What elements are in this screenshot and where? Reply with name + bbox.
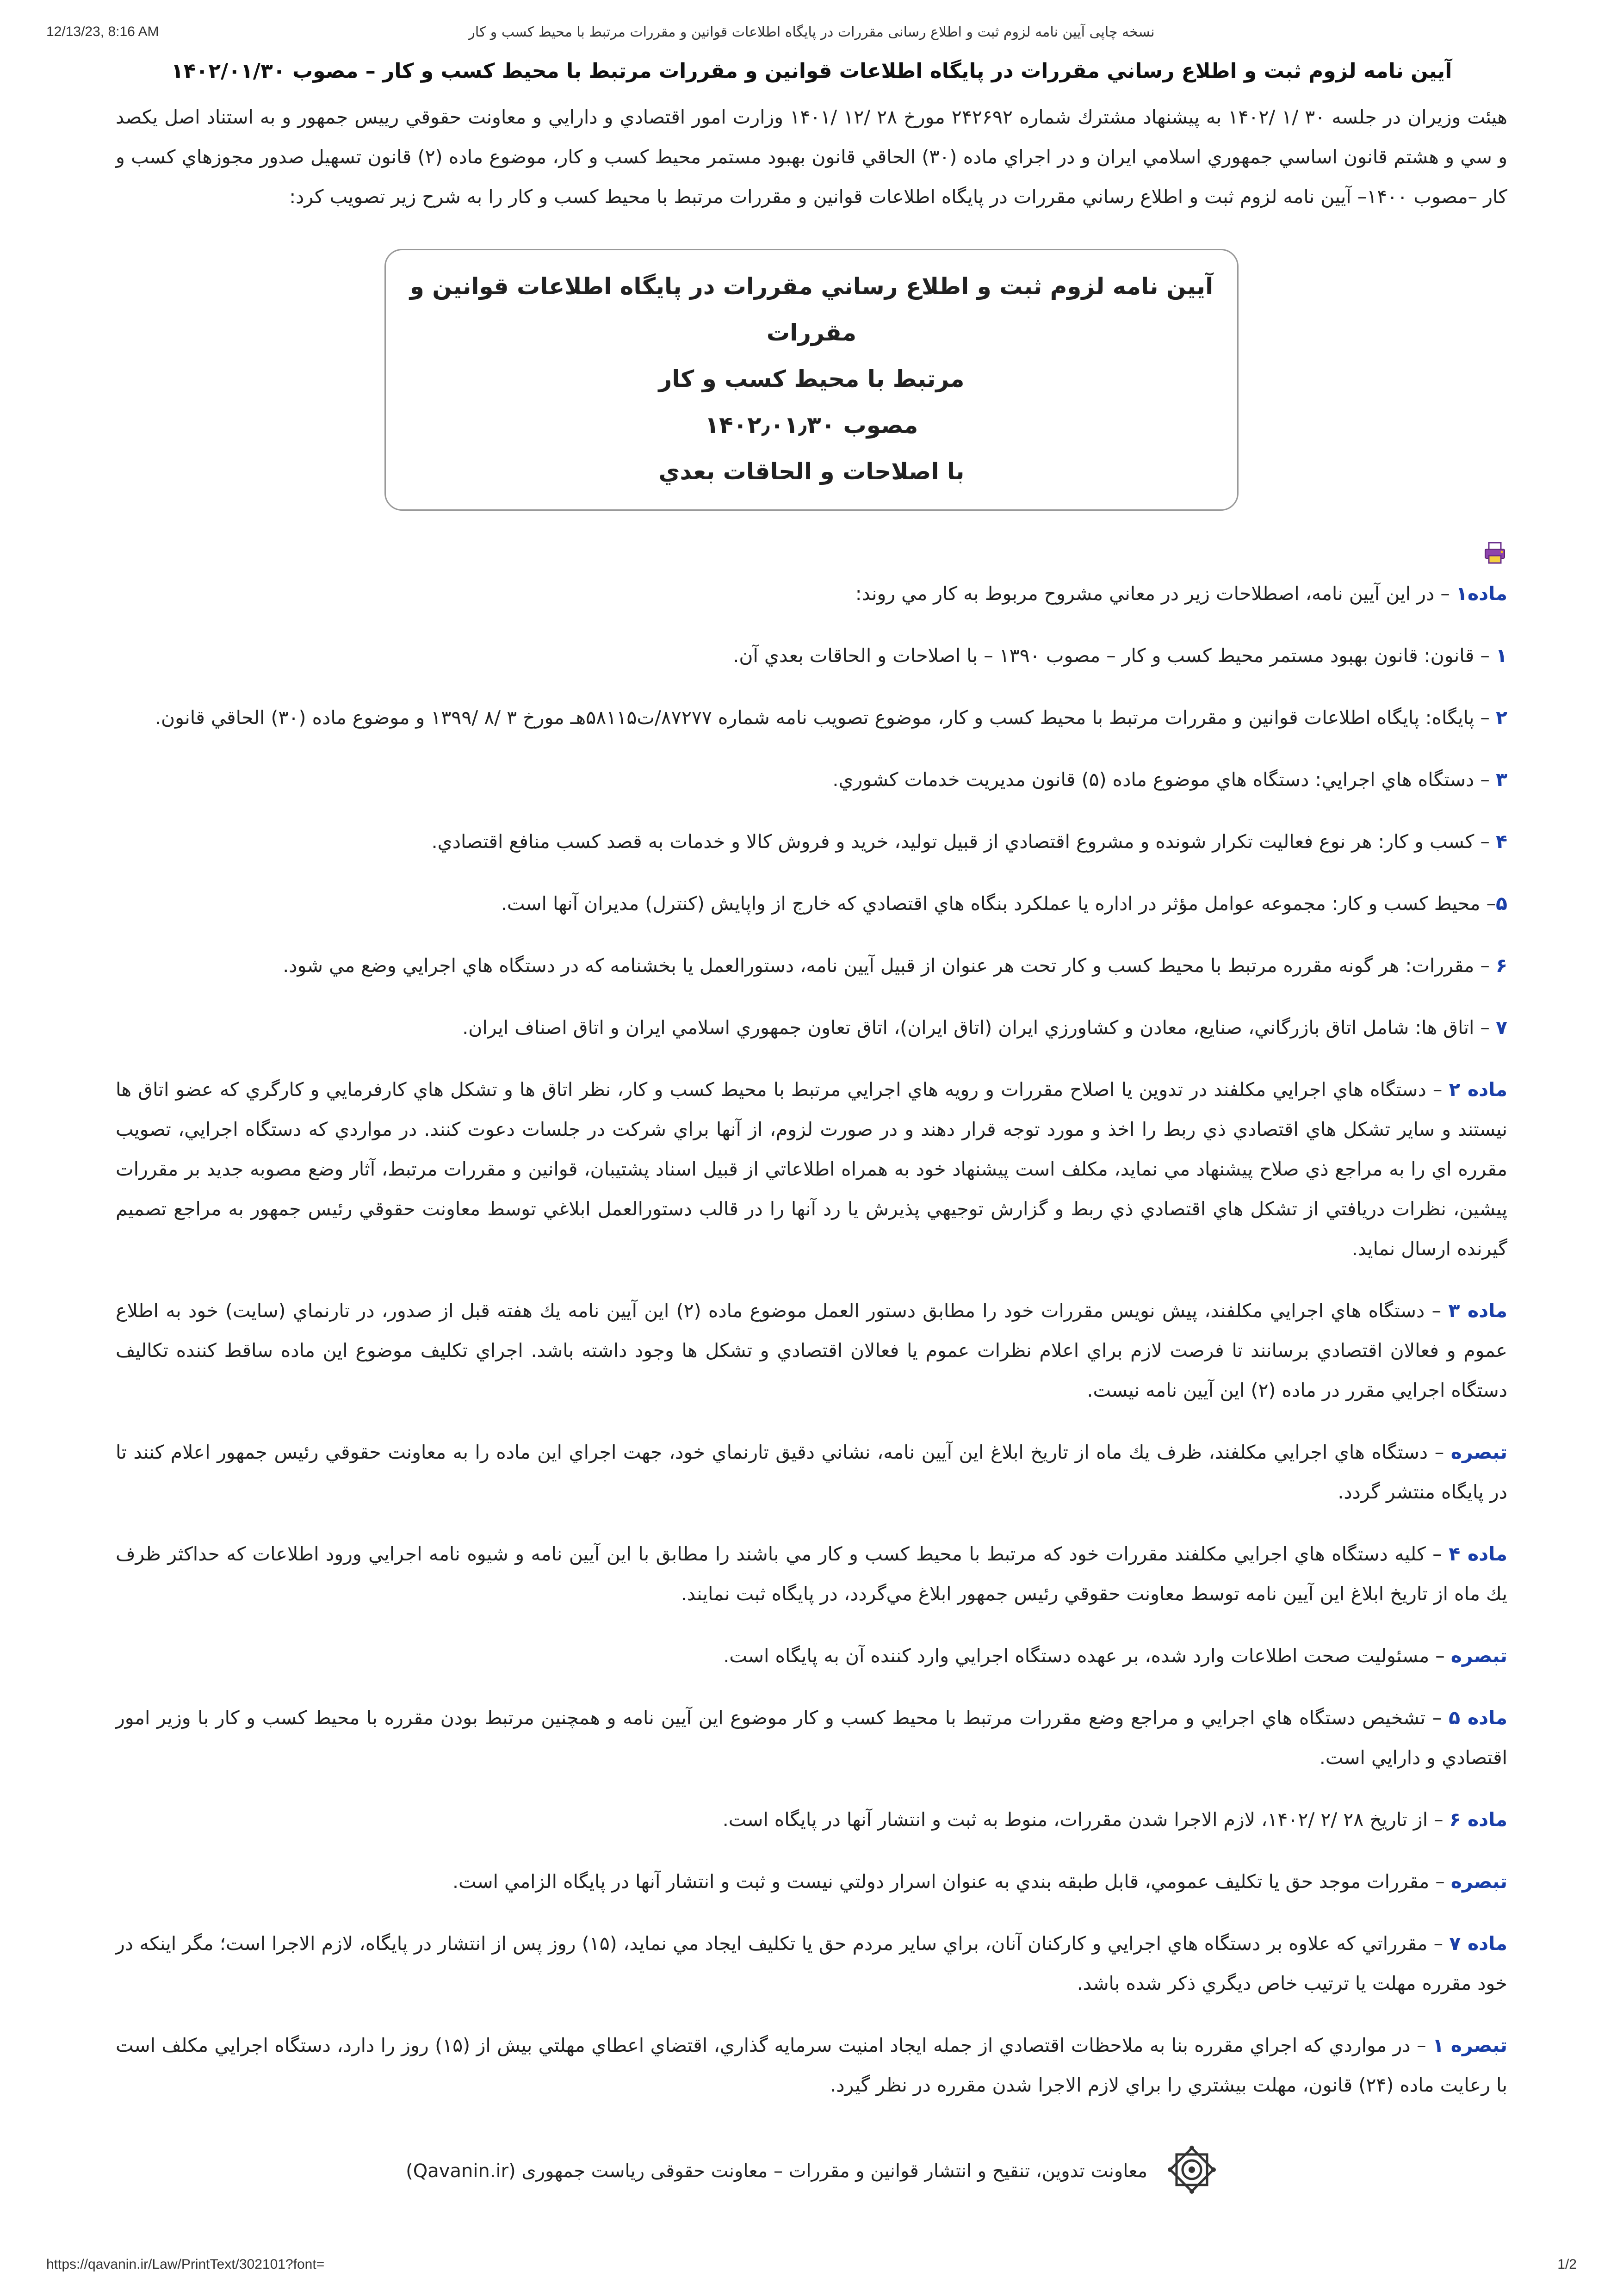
- definition-4-text: – كسب و كار: هر نوع فعاليت تكرار شونده و مشروع اقتصادي از قبيل توليد، خريد و فروش كالا و خدمات به قصد كسب منافع اقتصادي.: [431, 830, 1496, 853]
- article-4-label: ماده ۴: [1449, 1543, 1507, 1565]
- note-1-text: – دستگاه هاي اجرايي مكلفند، ظرف يك ماه از تاريخ ابلاغ اين آيين نامه، نشاني دقيق تارنماي خود، جهت اجراي اين ماده را به معاونت حقوقي رئيس جمهور اعلام كنند تا در پايگاه منتشر گردد.: [116, 1441, 1507, 1503]
- definition-4: [116, 822, 1507, 861]
- article-1: [116, 574, 1507, 613]
- note-1: [116, 1432, 1507, 1512]
- print-page-title: نسخه چاپی آیین نامه لزوم ثبت و اطلاع رسانی مقررات در پایگاه اطلاعات قوانین و مقررات مرتبط با محیط کسب و کار: [468, 24, 1155, 40]
- note-2-label: تبصره: [1450, 1645, 1507, 1667]
- article-4: [116, 1534, 1507, 1614]
- definition-3-text: – دستگاه هاي اجرايي: دستگاه هاي موضوع ماده (۵) قانون مديريت خدمات كشوري.: [832, 768, 1496, 791]
- article-2-label: ماده ۲: [1449, 1078, 1507, 1101]
- page-number: 1/2: [1557, 2257, 1577, 2272]
- article-7: [116, 1924, 1507, 2003]
- definition-1-text: – قانون: قانون بهبود مستمر محيط كسب و كار – مصوب ۱۳۹۰ – با اصلاحات و الحاقات بعدي آن.: [733, 644, 1496, 667]
- definition-5-label: ۵: [1495, 892, 1507, 915]
- definition-7-label: ۷: [1495, 1016, 1507, 1039]
- note-2-text: – مسئوليت صحت اطلاعات وارد شده، بر عهده دستگاه اجرايي وارد كننده آن به پايگاه است.: [723, 1645, 1451, 1667]
- note-4-label: تبصره ۱: [1432, 2034, 1508, 2056]
- article-5-label: ماده ۵: [1449, 1707, 1507, 1729]
- note-2: [116, 1636, 1507, 1676]
- definition-3: [116, 760, 1507, 799]
- note-3-text: – مقررات موجد حق يا تكليف عمومي، قابل طبقه بندي به عنوان اسرار دولتي نيست و ثبت و انتشار آنها در پايگاه الزامي است.: [452, 1870, 1451, 1893]
- definition-4-label: ۴: [1495, 830, 1507, 853]
- article-1-label: ماده۱: [1456, 582, 1507, 605]
- article-6-text: – از تاريخ ۲۸ /۲ /۱۴۰۲، لازم الاجرا شدن مقررات، منوط به ثبت و انتشار آنها در پايگاه است.: [722, 1808, 1450, 1831]
- article-3: [116, 1291, 1507, 1410]
- note-4: [116, 2025, 1507, 2105]
- definition-6: [116, 946, 1507, 985]
- definition-2-text: – پايگاه: پايگاه اطلاعات قوانين و مقررات مرتبط با محيط كسب و كار، موضوع تصويب نامه شماره ۸۷۲۷۷/ت۵۸۱۱۵هـ مورخ ۳ /۸ /۱۳۹۹ و موضوع ماده (۳۰) الحاقي قانون.: [155, 706, 1496, 729]
- definition-2-label: ۲: [1495, 706, 1507, 729]
- title-box-line3: مصوب ۱۴۰۲٫۰۱٫۳۰: [705, 412, 918, 439]
- article-2-text: – دستگاه هاي اجرايي مكلفند در تدوين يا اصلاح مقررات و رويه هاي اجرايي مرتبط با محيط كسب و كار، نظر اتاق ها و تشكل هاي كارفرمايي و كارگري كه عضو اتاق ها نيستند و ساير تشكل هاي اقتصادي ذي ربط را اخذ و مورد توجه قرار دهند و در صورت لزوم، از آنها براي شركت در جلسات دعوت كنند. در مواردي كه دستگاه اجرايي، تصويب مقرره اي را به مراجع ذي صلاح پيشنهاد مي نمايد، مكلف است پيشنهاد خود به همراه اطلاعاتي از قبيل اسناد پشتيبان، قوانين و مقررات مرتبط، آثار وضع مصوبه جديد بر مقررات پيشين، نظرات دريافتي از تشكل هاي اقتصادي ذي ربط و گزارش توجيهي پذيرش يا رد آنها را در قالب دستورالعمل ابلاغي توسط معاونت حقوقي رئيس جمهور به مراجع تصميم گيرنده ارسال نمايد.: [116, 1078, 1507, 1260]
- article-5: [116, 1698, 1507, 1777]
- definition-6-text: – مقررات: هر گونه مقرره مرتبط با محيط كسب و كار تحت هر عنوان از قبيل آيين نامه، دستورالعمل يا بخشنامه كه در دستگاه هاي اجرايي وضع مي شود.: [283, 954, 1496, 977]
- definition-2: [116, 698, 1507, 737]
- definition-1-label: ۱: [1495, 644, 1507, 667]
- article-3-label: ماده ۳: [1448, 1300, 1507, 1322]
- qavanin-logo-icon: [1166, 2144, 1217, 2200]
- article-7-label: ماده ۷: [1449, 1932, 1507, 1955]
- note-1-label: تبصره: [1450, 1441, 1507, 1463]
- title-box-line2: مرتبط با محيط كسب و كار: [658, 365, 965, 392]
- article-2: [116, 1070, 1507, 1269]
- definition-5-text: – محيط كسب و كار: مجموعه عوامل مؤثر در اداره يا عملكرد بنگاه هاي اقتصادي كه خارج از واپايش (كنترل) مديران آنها است.: [501, 892, 1496, 915]
- print-icon[interactable]: [1483, 547, 1507, 569]
- article-4-text: – كليه دستگاه هاي اجرايي مكلفند مقررات خود كه مرتبط با محيط كسب و كار مي باشند را مطابق با اين آيين نامه و شيوه نامه اجرايي ورود اطلاعات كه حداكثر ظرف يك ماه از تاريخ ابلاغ اين آيين نامه توسط معاونت حقوقي رئيس جمهور ابلاغ مي‌گردد، در پايگاه ثبت نمايند.: [116, 1543, 1507, 1605]
- article-6-label: ماده ۶: [1449, 1808, 1507, 1831]
- title-box: [384, 249, 1239, 511]
- note-3-label: تبصره: [1450, 1870, 1507, 1893]
- print-icon-row: [116, 538, 1507, 571]
- definition-7-text: – اتاق ها: شامل اتاق بازرگاني، صنايع، معادن و كشاورزي ايران (اتاق ايران)، اتاق تعاون جمهوري اسلامي ايران و اتاق اصناف ايران.: [462, 1016, 1496, 1039]
- note-3: [116, 1862, 1507, 1901]
- definition-7: [116, 1008, 1507, 1047]
- document-title: آيين نامه لزوم ثبت و اطلاع رساني مقررات در پايگاه اطلاعات قوانين و مقررات مرتبط با محيط كسب و كار – مصوب ۱۴۰۲/۰۱/۳۰: [171, 59, 1452, 83]
- intro-paragraph: هيئت وزيران در جلسه ۳۰ /۱ /۱۴۰۲ به پيشنهاد مشترك شماره ۲۴۲۶۹۲ مورخ ۲۸ /۱۲ /۱۴۰۱ وزارت امور اقتصادي و دارايي و معاونت حقوقي رييس جمهور و به استناد اصل يكصد و سي و هشتم قانون اساسي جمهوري اسلامي ايران و در اجراي ماده (۳۰) الحاقي قانون بهبود مستمر محيط كسب و كار، موضوع ماده (۲) قانون تسهيل صدور مجوزهاي كسب و كار –مصوب ۱۴۰۰– آيين نامه لزوم ثبت و اطلاع رساني مقررات در پايگاه اطلاعات قوانين و مقررات مرتبط با محيط كسب و كار را به شرح زير تصويب كرد:: [116, 106, 1508, 208]
- title-box-line1: آيين نامه لزوم ثبت و اطلاع رساني مقررات در پايگاه اطلاعات قوانين و مقررات: [409, 273, 1214, 346]
- footer-text: معاونت تدوين، تنقيح و انتشار قوانين و مقررات – معاونت حقوقی رياست جمهوری (Qavanin.ir): [406, 2160, 1148, 2182]
- article-6: [116, 1800, 1507, 1839]
- definition-6-label: ۶: [1495, 954, 1507, 977]
- definition-5: [116, 884, 1507, 923]
- title-box-line4: با اصلاحات و الحاقات بعدي: [658, 458, 965, 485]
- article-5-text: – تشخيص دستگاه هاي اجرايي و مراجع وضع مقررات مرتبط با محيط كسب و كار موضوع اين آيين نامه و همچنين مرتبط بودن مقرره با محيط كسب و كار با وزير امور اقتصادي و دارايي است.: [116, 1707, 1507, 1769]
- document-body: [116, 97, 1507, 2127]
- definition-1: [116, 636, 1507, 675]
- print-datetime: 12/13/23, 8:16 AM: [46, 24, 159, 39]
- note-4-text: – در مواردي كه اجراي مقرره بنا به ملاحظات اقتصادي از جمله ايجاد امنيت سرمايه گذاري، اقتضاي اعطاي مهلتي بيش از (۱۵) روز را دارد، دستگاه اجرايي مكلف است با رعايت ماده (۲۴) قانون، مهلت بيشتري را براي لازم الاجرا شدن مقرره در نظر گيرد.: [116, 2034, 1507, 2096]
- article-1-text: – در اين آيين نامه، اصطلاحات زير در معاني مشروح مربوط به كار مي روند:: [855, 582, 1456, 605]
- definition-3-label: ۳: [1495, 768, 1507, 791]
- article-7-text: – مقرراتي كه علاوه بر دستگاه هاي اجرايي و كاركنان آنان، براي ساير مردم حق يا تكليف ايجاد مي نمايد، (۱۵) روز پس از انتشار در پايگاه، لازم الاجرا است؛ مگر اينكه در خود مقرره مهلت يا ترتيب خاص ديگري ذكر شده باشد.: [116, 1932, 1507, 1994]
- article-3-text: – دستگاه هاي اجرايي مكلفند، پيش نويس مقررات خود را مطابق دستور العمل موضوع ماده (۲) اين آيين نامه يك هفته قبل از صدور، در تارنماي (سايت) خود به اطلاع عموم و فعالان اقتصادي برسانند تا فرصت لازم براي اعلام نظرات عموم يا فعالان اقتصادي و تشكل ها وجود داشته باشد. اجراي تكليف موضوع اين ماده ساقط كننده تكاليف دستگاه اجرايي مقرر در ماده (۲) اين آيين نامه نيست.: [116, 1300, 1507, 1401]
- page-url: https://qavanin.ir/Law/PrintText/302101?font=: [46, 2257, 325, 2272]
- footer: [0, 2144, 1623, 2200]
